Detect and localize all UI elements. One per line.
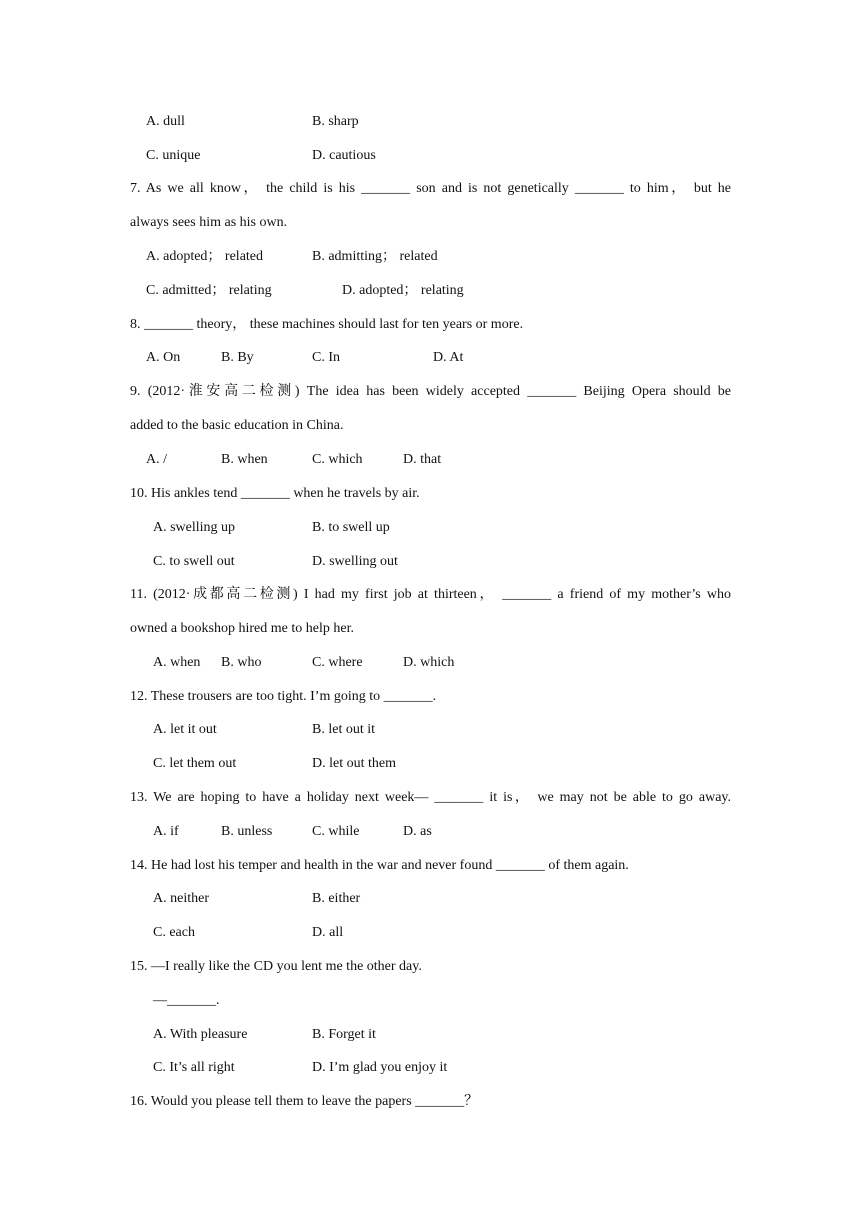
q10-option-c: C. to swell out [153,554,235,569]
q8-option-b: B. By [221,350,254,365]
q6-option-a: A. dull [146,114,185,129]
q12-option-c: C. let them out [153,756,237,771]
q15-option-d: D. I’m glad you enjoy it [312,1060,448,1075]
q11-stem-line1: 11. (2012·成都高二检测) I had my first job at thirteen， _______ a friend of my mother’s who [130,587,731,602]
q15-option-b: B. Forget it [312,1027,376,1042]
q9-stem-line2: added to the basic education in China. [130,418,344,433]
q12-option-a: A. let it out [153,722,217,737]
q13-option-b: B. unless [221,824,273,839]
q13-option-d: D. as [403,824,432,839]
q14-option-a: A. neither [153,891,209,906]
q11-stem-line2: owned a bookshop hired me to help her. [130,621,354,636]
q7-option-d: D. adopted； relating [342,283,464,298]
q16-stem-line1: 16. Would you please tell them to leave the papers _______？ [130,1094,479,1109]
q11-option-c: C. where [312,655,363,670]
q9-option-b: B. when [221,452,268,467]
q14-option-c: C. each [153,925,195,940]
q14-stem-line1: 14. He had lost his temper and health in the war and never found _______ of them again. [130,858,629,873]
q7-option-a: A. adopted； related [146,249,264,264]
q9-option-d: D. that [403,452,442,467]
q9-option-c: C. which [312,452,363,467]
q14-option-d: D. all [312,925,344,940]
q11-option-b: B. who [221,655,262,670]
q7-option-c: C. admitted； relating [146,283,272,298]
q8-option-d: D. At [433,350,464,365]
q8-option-c: C. In [312,350,340,365]
q12-stem-line1: 12. These trousers are too tight. I’m going to _______. [130,689,437,704]
q10-option-d: D. swelling out [312,554,398,569]
q8-option-a: A. On [146,350,181,365]
q13-stem-line1: 13. We are hoping to have a holiday next week— _______ it is， we may not be able to go away. [130,790,731,805]
q10-option-a: A. swelling up [153,520,236,535]
q9-stem-line1: 9. (2012·淮安高二检测) The idea has been widely accepted _______ Beijing Opera should be [130,384,731,399]
q11-option-a: A. when [153,655,201,670]
q6-option-c: C. unique [146,148,201,163]
q13-option-c: C. while [312,824,360,839]
q12-option-d: D. let out them [312,756,396,771]
q15-stem-line2: —_______. [153,993,220,1008]
q15-option-a: A. With pleasure [153,1027,248,1042]
q7-stem-line1: 7. As we all know， the child is his _______ son and is not genetically _______ to him， but he [130,181,731,196]
q10-stem-line1: 10. His ankles tend _______ when he travels by air. [130,486,420,501]
q12-option-b: B. let out it [312,722,375,737]
q15-option-c: C. It’s all right [153,1060,235,1075]
q10-option-b: B. to swell up [312,520,390,535]
q14-option-b: B. either [312,891,361,906]
q7-option-b: B. admitting； related [312,249,438,264]
q9-option-a: A. / [146,452,167,467]
q11-option-d: D. which [403,655,455,670]
q13-option-a: A. if [153,824,179,839]
q15-stem-line1: 15. —I really like the CD you lent me the other day. [130,959,422,974]
q8-stem-line1: 8. _______ theory， these machines should last for ten years or more. [130,317,524,332]
q6-option-b: B. sharp [312,114,359,129]
q7-stem-line2: always sees him as his own. [130,215,288,230]
q6-option-d: D. cautious [312,148,376,163]
